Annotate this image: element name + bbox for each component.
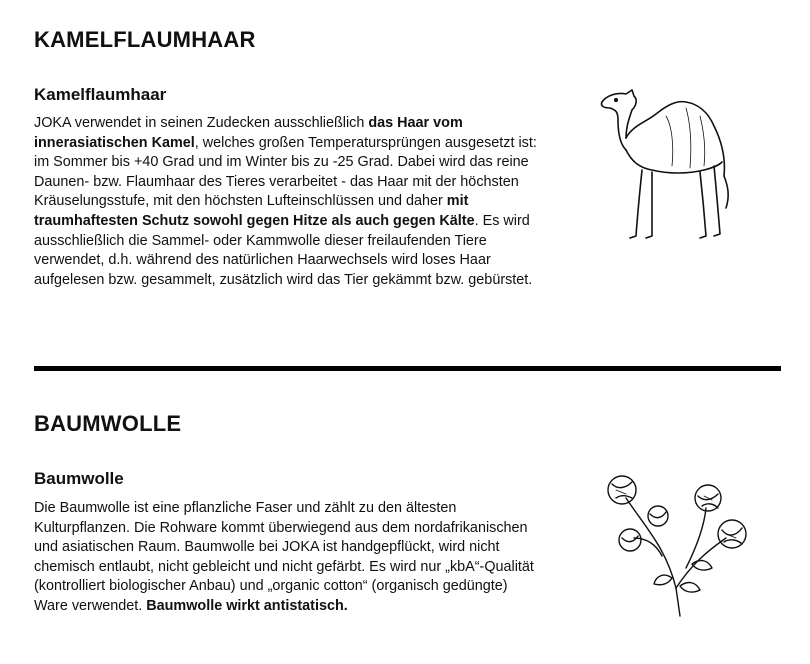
emphasis-text: mit traumhaftesten Schutz sowohl gegen Hitze als auch gegen Kälte xyxy=(34,193,475,229)
emphasis-text: das Haar vom innerasiatischen Kamel xyxy=(34,115,463,151)
emphasis-text: Baumwolle wirkt antistatisch. xyxy=(146,597,348,614)
section-heading: BAUMWOLLE xyxy=(34,411,182,436)
section-divider xyxy=(34,366,781,371)
section-paragraph xyxy=(34,114,554,290)
paragraph-text: , welches großen Temperatursprüngen ausgesetzt ist: im Sommer bis +40 Grad und im Winter bis zu -25 Grad. Dabei wird das reine Daunen- bzw. Flaumhaar des Tieres verarbeitet - das Haar mit der höchsten Kräuselungsstufe, mit den höchsten Lufteinschlüssen und daher xyxy=(34,134,537,210)
section-kamelflaumhaar xyxy=(34,26,784,54)
camel-illustration-icon xyxy=(596,86,746,246)
section-subheading: Baumwolle xyxy=(34,469,124,488)
section-paragraph xyxy=(34,499,539,617)
section-heading: KAMELFLAUMHAAR xyxy=(34,27,256,52)
section-subheading: Kamelflaumhaar xyxy=(34,85,167,104)
section-baumwolle xyxy=(34,410,784,438)
cotton-plant-illustration-icon xyxy=(596,468,756,618)
paragraph-text: . Es wird ausschließlich die Sammel- oder Kammwolle dieser freilaufenden Tiere verwendet, d.h. während des natürlichen Haarwechsels wird loses Haar aufgelesen bzw. gesammelt, zusätzlich wird das Tier gekämmt bzw. gebürstet. xyxy=(34,212,533,288)
paragraph-text: Die Baumwolle ist eine pflanzliche Faser und zählt zu den ältesten Kulturpflanzen. Die Rohware kommt überwiegend aus dem nordafrikanischen und asiatischen Raum. Baumwolle bei JOKA ist handgepflückt, wird nicht chemisch entlaubt, nicht gebleicht und nicht gefärbt. Es wird nur „kbA“-Qualität (kontrolliert biologischer Anbau) und „organic cotton“ (organisch gedüngte) Ware verwendet. xyxy=(34,500,534,614)
paragraph-text: JOKA verwendet in seinen Zudecken ausschließlich xyxy=(34,115,369,131)
